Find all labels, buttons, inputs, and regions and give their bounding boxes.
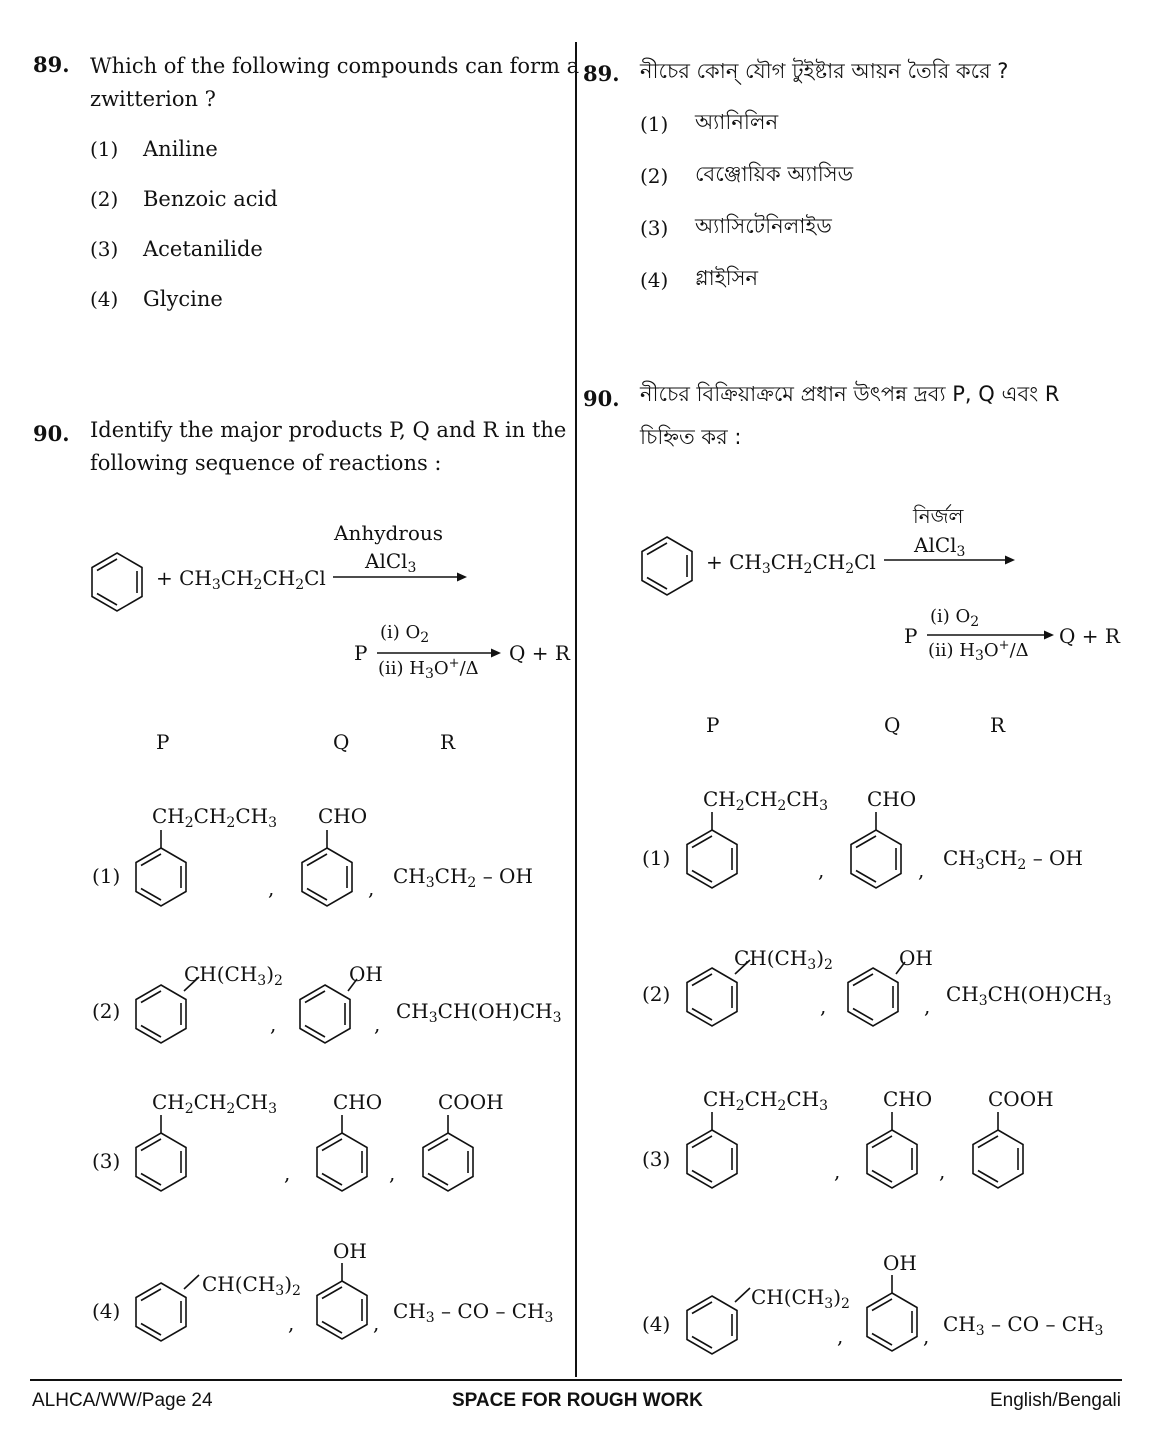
- substituent-propyl: $CH_2CH_2CH_3$: [703, 1087, 829, 1114]
- separator-comma: ,: [268, 876, 275, 900]
- reagent-acid: (ii) $H_3O^+/\Delta$: [378, 656, 479, 682]
- benzene-ring-icon: [846, 810, 906, 890]
- option-label: অ্যাসিটেনিলাইড: [695, 214, 832, 238]
- benzene-ring-icon: [297, 828, 357, 908]
- reagent-o2: (i) $O_2$: [380, 622, 430, 646]
- option-number: (4): [640, 268, 669, 292]
- formula-ethanol: $CH_3CH_2$ – OH: [943, 846, 1083, 873]
- reagent-alcl3: AlCl$_3$: [365, 549, 417, 576]
- products-qr-label: Q + R: [509, 641, 570, 665]
- question-text: Identify the major products P, Q and R in the: [90, 418, 567, 442]
- reaction-arrow-icon: [884, 553, 1016, 567]
- substituent-cho: CHO: [333, 1090, 383, 1114]
- reagent-alcl3: AlCl$_3$: [914, 533, 966, 560]
- reactant-formula: + $CH_3CH_2CH_2Cl$: [706, 550, 876, 577]
- rough-work-label: SPACE FOR ROUGH WORK: [452, 1390, 703, 1411]
- products-qr-label: Q + R: [1059, 624, 1120, 648]
- reagent-acid: (ii) $H_3O^+/\Delta$: [928, 638, 1029, 664]
- formula-acetone: $CH_3$ – CO – $CH_3$: [393, 1299, 554, 1326]
- substituent-oh: OH: [333, 1239, 367, 1263]
- option-label: Acetanilide: [143, 237, 263, 261]
- question-number: 89.: [33, 52, 70, 77]
- substituent-isopropyl: $CH(CH_3)_2$: [734, 946, 833, 973]
- benzene-ring-icon: [131, 1113, 191, 1193]
- benzene-ring-icon: [131, 828, 191, 908]
- option-number: (1): [90, 137, 119, 161]
- question-text: Which of the following compounds can form a: [90, 54, 580, 78]
- formula-ethanol: $CH_3CH_2$ – OH: [393, 864, 533, 891]
- option-number: (1): [642, 846, 671, 870]
- separator-comma: ,: [374, 1012, 381, 1036]
- substituent-isopropyl: $CH(CH_3)_2$: [202, 1272, 301, 1299]
- product-p-label: P: [904, 624, 918, 648]
- column-divider: [575, 42, 577, 1377]
- substituent-cho: CHO: [318, 804, 368, 828]
- benzene-ring-icon: [312, 1113, 372, 1193]
- option-number: (4): [642, 1312, 671, 1336]
- separator-comma: ,: [284, 1161, 291, 1185]
- question-text: zwitterion ?: [90, 87, 216, 111]
- option-label: Glycine: [143, 287, 223, 311]
- separator-comma: ,: [939, 1159, 946, 1183]
- substituent-isopropyl: $CH(CH_3)_2$: [184, 962, 283, 989]
- question-text: নীচের বিক্রিয়াক্রমে প্রধান উৎপন্ন দ্রব্য P, Q এবং R: [640, 382, 1060, 406]
- reagent-anhydrous: নির্জল: [913, 504, 964, 528]
- benzene-ring-icon: [638, 534, 696, 598]
- substituent-cho: CHO: [867, 787, 917, 811]
- option-number: (3): [90, 237, 119, 261]
- formula-isopropanol: $CH_3CH(OH)CH_3$: [396, 999, 562, 1026]
- benzene-ring-icon: [88, 550, 146, 614]
- option-label: অ্যানিলিন: [695, 110, 779, 134]
- language-label: English/Bengali: [990, 1390, 1121, 1411]
- question-number: 89.: [583, 61, 620, 86]
- separator-comma: ,: [834, 1159, 841, 1183]
- column-header-q: Q: [333, 730, 350, 754]
- formula-isopropanol: $CH_3CH(OH)CH_3$: [946, 982, 1112, 1009]
- option-number: (2): [640, 164, 669, 188]
- column-header-q: Q: [884, 713, 901, 737]
- benzene-ring-icon: [682, 1286, 762, 1356]
- substituent-cooh: COOH: [988, 1087, 1054, 1111]
- product-p-label: P: [354, 641, 368, 665]
- reagent-anhydrous: Anhydrous: [334, 521, 444, 545]
- separator-comma: ,: [389, 1161, 396, 1185]
- option-number: (2): [642, 982, 671, 1006]
- separator-comma: ,: [373, 1311, 380, 1335]
- benzene-ring-icon: [131, 1273, 211, 1343]
- option-number: (4): [90, 287, 119, 311]
- separator-comma: ,: [820, 994, 827, 1018]
- question-text: নীচের কোন্ যৌগ টুইষ্টার আয়ন তৈরি করে ?: [640, 59, 1009, 83]
- question-number: 90.: [33, 421, 70, 446]
- option-label: Aniline: [143, 137, 218, 161]
- benzene-ring-icon: [862, 1110, 922, 1190]
- option-number: (2): [92, 999, 121, 1023]
- option-number: (4): [92, 1299, 121, 1323]
- substituent-cho: CHO: [883, 1087, 933, 1111]
- separator-comma: ,: [924, 994, 931, 1018]
- separator-comma: ,: [270, 1012, 277, 1036]
- column-header-p: P: [156, 730, 170, 754]
- reaction-arrow-icon: [333, 570, 468, 584]
- option-label: বেঞ্জোয়িক অ্যাসিড: [695, 162, 854, 186]
- separator-comma: ,: [923, 1324, 930, 1348]
- substituent-oh: OH: [349, 962, 383, 986]
- benzene-ring-icon: [682, 810, 742, 890]
- substituent-cooh: COOH: [438, 1090, 504, 1114]
- substituent-propyl: $CH_2CH_2CH_3$: [703, 787, 829, 814]
- separator-comma: ,: [837, 1324, 844, 1348]
- benzene-ring-icon: [418, 1113, 478, 1193]
- column-header-r: R: [440, 730, 456, 754]
- option-number: (3): [642, 1147, 671, 1171]
- reactant-formula: + $CH_3CH_2CH_2Cl$: [156, 566, 326, 593]
- substituent-propyl: $CH_2CH_2CH_3$: [152, 804, 278, 831]
- substituent-oh: OH: [883, 1251, 917, 1275]
- option-number: (2): [90, 187, 119, 211]
- option-number: (1): [92, 864, 121, 888]
- column-header-r: R: [990, 713, 1006, 737]
- column-header-p: P: [706, 713, 720, 737]
- question-text: চিহ্নিত কর :: [640, 425, 742, 449]
- page-code: ALHCA/WW/Page 24: [32, 1390, 213, 1411]
- separator-comma: ,: [368, 876, 375, 900]
- option-number: (1): [640, 112, 669, 136]
- reagent-o2: (i) $O_2$: [930, 606, 980, 630]
- option-label: Benzoic acid: [143, 187, 278, 211]
- separator-comma: ,: [918, 858, 925, 882]
- substituent-propyl: $CH_2CH_2CH_3$: [152, 1090, 278, 1117]
- option-number: (3): [640, 216, 669, 240]
- option-label: গ্লাইসিন: [695, 266, 759, 290]
- footer-rule: [30, 1379, 1122, 1381]
- separator-comma: ,: [818, 858, 825, 882]
- substituent-isopropyl: $CH(CH_3)_2$: [751, 1285, 850, 1312]
- benzene-ring-icon: [312, 1261, 372, 1341]
- benzene-ring-icon: [682, 1110, 742, 1190]
- separator-comma: ,: [288, 1311, 295, 1335]
- question-number: 90.: [583, 386, 620, 411]
- option-number: (3): [92, 1149, 121, 1173]
- question-text: following sequence of reactions :: [90, 451, 442, 475]
- benzene-ring-icon: [862, 1273, 922, 1353]
- formula-acetone: $CH_3$ – CO – $CH_3$: [943, 1312, 1104, 1339]
- substituent-oh: OH: [899, 946, 933, 970]
- benzene-ring-icon: [968, 1110, 1028, 1190]
